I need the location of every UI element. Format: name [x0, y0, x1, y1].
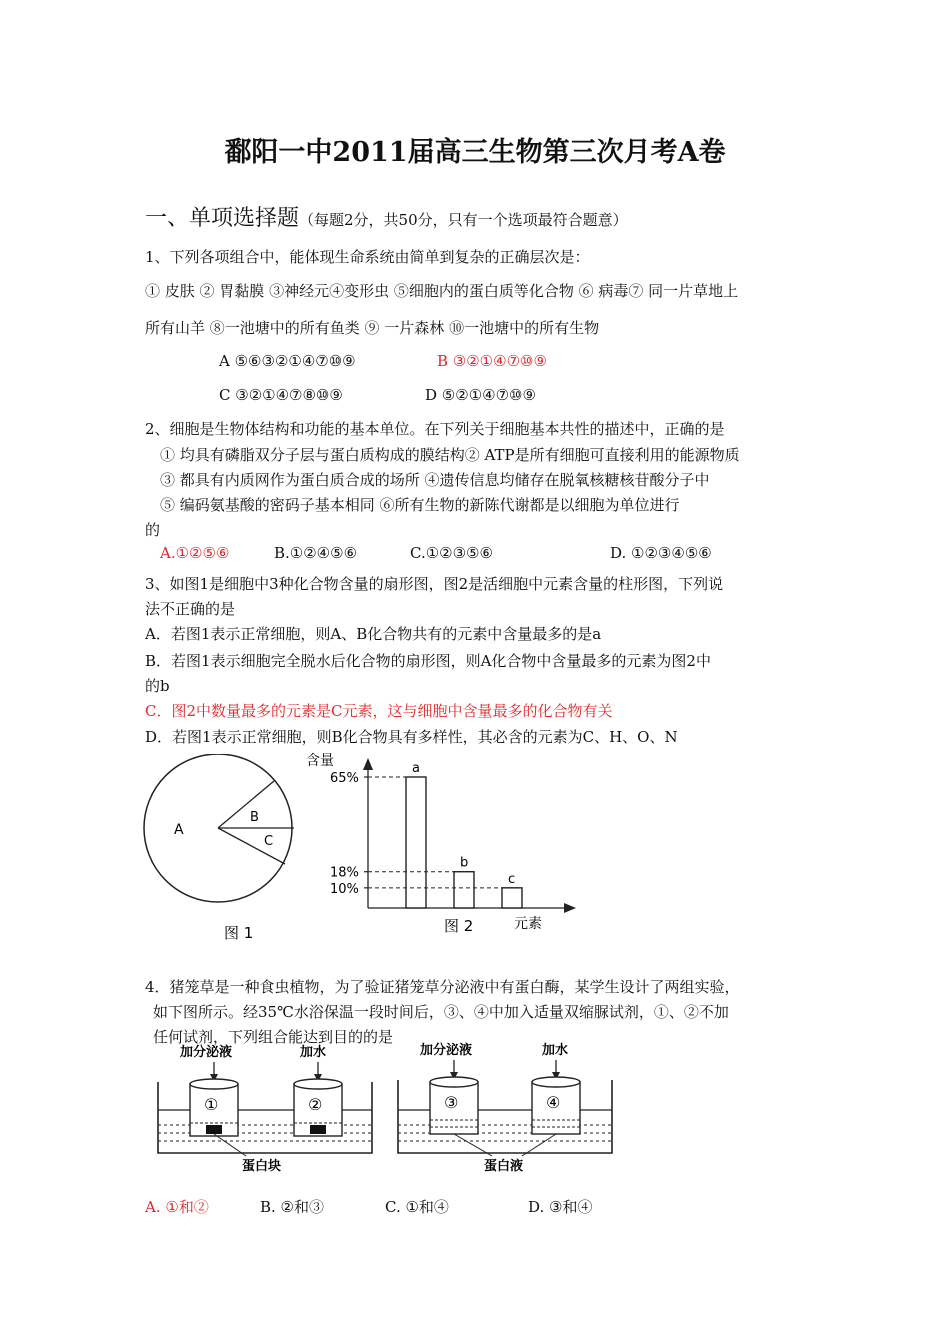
q2-line3: ⑤ 编码氨基酸的密码子基本相同 ⑥所有生物的新陈代谢都是以细胞为单位进行 — [160, 496, 680, 514]
q3-figure2-bar-chart — [300, 748, 590, 940]
q3-option-c: C．图2中数量最多的元素是C元素，这与细胞中含量最多的化合物有关 — [145, 702, 613, 720]
tube-2-label: ② — [308, 1095, 323, 1114]
q2-stem: 2、细胞是生物体结构和功能的基本单位。在下列关于细胞基本共性的描述中，正确的是 — [145, 420, 725, 438]
figure1-caption: 图 1 — [224, 924, 254, 942]
right-bottom-label: 蛋白液 — [484, 1159, 524, 1174]
q1-items-line1: ① 皮肤 ② 胃黏膜 ③神经元④变形虫 ⑤细胞内的蛋白质等化合物 ⑥ 病毒⑦ 同一片草地上 — [145, 282, 739, 300]
section-note: （每题2分，共50分，只有一个选项最符合题意） — [299, 211, 628, 229]
q3-option-d: D．若图1表示正常细胞，则B化合物具有多样性，其必含的元素为C、H、O、N — [145, 728, 678, 746]
chart-ytick-label-2: 10% — [330, 881, 359, 897]
q4-option-c: C. ①和④ — [385, 1198, 449, 1216]
q2-line4: 的 — [145, 521, 161, 539]
page-title: 鄱阳一中2011届高三生物第三次月考A卷 — [224, 137, 726, 168]
chart-xlabel: 元素 — [514, 916, 542, 932]
section-heading — [145, 201, 628, 232]
chart-ytick-label-0: 65% — [330, 771, 359, 786]
protein-block-1 — [206, 1125, 222, 1134]
q3-stem-line1: 3、如图1是细胞中3种化合物含量的扇形图，图2是活细胞中元素含量的柱形图，下列说 — [145, 575, 724, 593]
pie-label-b: B — [250, 810, 259, 825]
right-label-secretion: 加分泌液 — [420, 1043, 473, 1058]
chart-bar-b — [454, 872, 474, 908]
q3-option-a: A．若图1表示正常细胞，则A、B化合物共有的元素中含量最多的是a — [145, 625, 602, 643]
q1-option-d: D ⑤②①④⑦⑩⑨ — [425, 386, 536, 404]
protein-block-2 — [310, 1125, 326, 1134]
q3-figure1-pie — [140, 754, 310, 944]
left-bottom-label: 蛋白块 — [242, 1159, 282, 1174]
q1-items-line2: 所有山羊 ⑧一池塘中的所有鱼类 ⑨ 一片森林 ⑩一池塘中的所有生物 — [145, 319, 600, 337]
section-heading-text: 一、单项选择题 — [145, 206, 300, 231]
chart-bar-c — [502, 888, 522, 908]
chart-ytick-label-1: 18% — [330, 865, 359, 881]
q1-option-c: C ③②①④⑦⑧⑩⑨ — [219, 386, 343, 404]
chart-bar-label-c: c — [508, 871, 516, 887]
q4-option-a: A. ①和② — [145, 1198, 209, 1216]
pie-label-a: A — [174, 822, 184, 838]
chart-y-axis-arrow — [363, 758, 373, 770]
q1-option-b: B ③②①④⑦⑩⑨ — [437, 352, 547, 370]
tube-3-label: ③ — [444, 1093, 459, 1112]
q4-figure-right — [392, 1040, 622, 1175]
pie-divider-3 — [218, 828, 285, 864]
q1-stem: 1、下列各项组合中，能体现生命系统由简单到复杂的正确层次是： — [145, 248, 590, 266]
tube-4-label: ④ — [546, 1093, 561, 1112]
q2-option-b: B.①②④⑤⑥ — [274, 544, 358, 562]
chart-bar-label-a: a — [412, 761, 420, 776]
q2-option-c: C.①②③⑤⑥ — [410, 544, 493, 562]
chart-bar-label-b: b — [460, 855, 469, 871]
q4-stem-line1: 4．猪笼草是一种食虫植物，为了验证猪笼草分泌液中有蛋白酶，某学生设计了两组实验， — [145, 978, 740, 996]
q2-option-d: D. ①②③④⑤⑥ — [610, 544, 712, 562]
chart-x-axis-arrow — [564, 903, 576, 913]
q4-option-d: D. ③和④ — [528, 1198, 593, 1216]
right-label-water: 加水 — [542, 1043, 569, 1058]
q2-line2: ③ 都具有内质网作为蛋白质合成的场所 ④遗传信息均储存在脱氧核糖核苷酸分子中 — [160, 471, 710, 489]
q3-option-b-line1: B．若图1表示细胞完全脱水后化合物的扇形图，则A化合物中含量最多的元素为图2中 — [145, 652, 711, 670]
chart-bar-a — [406, 777, 426, 908]
q4-option-b: B. ②和③ — [260, 1198, 325, 1216]
tube-1-label: ① — [204, 1095, 219, 1114]
q2-option-a: A.①②⑤⑥ — [160, 544, 230, 562]
q2-line1: ① 均具有磷脂双分子层与蛋白质构成的膜结构② ATP是所有细胞可直接利用的能源物质 — [160, 446, 740, 464]
pie-label-c: C — [264, 834, 274, 849]
q4-stem-line3: 任何试剂，下列组合能达到目的的是 — [153, 1028, 394, 1046]
chart-ylabel: 含量 — [306, 753, 334, 769]
q3-option-b-line2: 的b — [145, 677, 170, 695]
pie-divider-1 — [218, 781, 274, 828]
left-label-water: 加水 — [300, 1045, 327, 1060]
q3-stem-line2: 法不正确的是 — [145, 600, 236, 618]
q1-option-a: A ⑤⑥③②①④⑦⑩⑨ — [219, 352, 356, 370]
q4-stem-line2: 如下图所示。经35℃水浴保温一段时间后，③、④中加入适量双缩脲试剂，①、②不加 — [153, 1003, 729, 1021]
left-label-secretion: 加分泌液 — [180, 1045, 233, 1060]
chart-caption: 图 2 — [444, 917, 474, 935]
q4-figure-left — [150, 1040, 380, 1175]
